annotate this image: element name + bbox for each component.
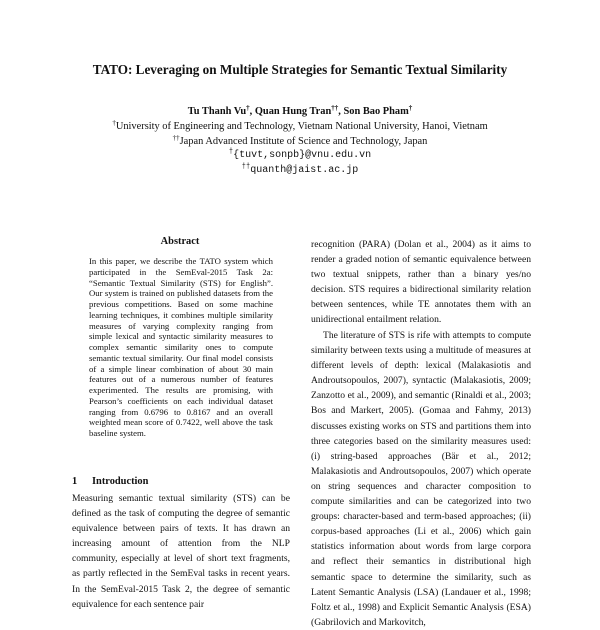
affiliation <box>0 136 600 147</box>
author-list <box>0 106 600 117</box>
author-separator: , <box>249 106 255 117</box>
author-name: Tu Thanh Vu <box>187 106 247 117</box>
paper-title: TATO: Leveraging on Multiple Strategies for Semantic Textual Similarity <box>92 62 508 77</box>
column2-paragraph: The literature of STS is rife with attempts to compute similarity between texts using a multitude of measures at different levels of depth: lexical (Malakasiotis and Androutsopoulos, 2007), syntactic (Malakasiotis, 2009; Zanzotto et al., 2009), and semantic (Rinaldi et al., 2003; Bos and Markert, 2005). (Gomaa and Fahmy, 2013) discusses existing works on STS and partitions them into three categories based on the similarity measures used: (i) string-based approaches (Bär et al., 2012; Malakasiotis and Androutsopoulos, 2007) which operate on string sequences and character composition to compute similarities and can be categorized into two groups: character-based and term-based approaches; (ii) corpus-based approaches (Li et al., 2006) which gain statistics information about words from large corpora and reflect their semantics in distributional high semantic space to determine the similarity, such as Latent Semantic Analysis (LSA) (Landauer et al., 1998; Foltz et al., 1998) and Explicit Semantic Analysis (ESA) (Gabrilovich and Markovitch, <box>311 330 531 628</box>
author-name: Quan Hung Tran <box>254 106 332 117</box>
affiliation <box>0 121 600 132</box>
section-number: 1 <box>72 476 78 487</box>
affiliation-text: University of Engineering and Technology, Vietnam National University, Hanoi, Vietnam <box>115 121 488 132</box>
author-mark: †† <box>331 104 339 112</box>
affiliation-mark: † <box>112 119 116 127</box>
author-mark: † <box>408 104 413 112</box>
email-text: quanth@jaist.ac.jp <box>250 165 359 176</box>
author-separator: , <box>338 106 344 117</box>
affiliation-mark: †† <box>172 134 180 142</box>
email-line <box>0 165 600 176</box>
email-mark: †† <box>241 163 251 171</box>
email-text: {tuvt,sonpb}@vnu.edu.vn <box>233 150 372 161</box>
author-name: Son Bao Pham <box>343 106 409 117</box>
abstract-body: In this paper, we describe the TATO system which participated in the SemEval-2015 Task 2a: “Semantic Textual Similarity (STS) for English”. Our system is trained on published datasets from the previous competitions. Based on some machine learning techniques, it combines multiple similarity measures of varying complexity ranging from simple lexical and syntactic similarity measures to complex semantic similarity ones to compute semantic textual similarity. Our final model consists of a simple linear combination of about 30 main features out of a numerous number of features experimented. The results are promising, with Pearson’s coefficients on each individual dataset ranging from 0.6796 to 0.8167 and an overall weighted mean score of 0.7422, well above the task baseline system. <box>89 256 273 438</box>
abstract-heading: Abstract <box>160 236 200 247</box>
affiliation-text: Japan Advanced Institute of Science and Technology, Japan <box>179 136 428 147</box>
column2-paragraph: recognition (PARA) (Dolan et al., 2004) as it aims to render a graded notion of semantic equivalence between two textual snippets, rather than a binary yes/no decision. STS requires a bidirectional similarity relation between sentences, while TE annotates them with an unidirectional entailment relation. <box>311 239 531 326</box>
section-title: Introduction <box>92 476 149 487</box>
email-mark: † <box>228 148 234 156</box>
introduction-text: Measuring semantic textual similarity (STS) can be defined as the task of computing the degree of semantic equivalence between pairs of texts. It has drawn an increasing amount of attention from the NLP community, especially at level of short text fragments, as partly reflected in the SemEval tasks in recent years. In the SemEval-2015 Task 2, the degree of semantic equivalence for each sentence pair <box>72 493 290 610</box>
section-heading <box>72 476 288 487</box>
email-line <box>0 150 600 161</box>
author-mark: † <box>246 104 250 112</box>
